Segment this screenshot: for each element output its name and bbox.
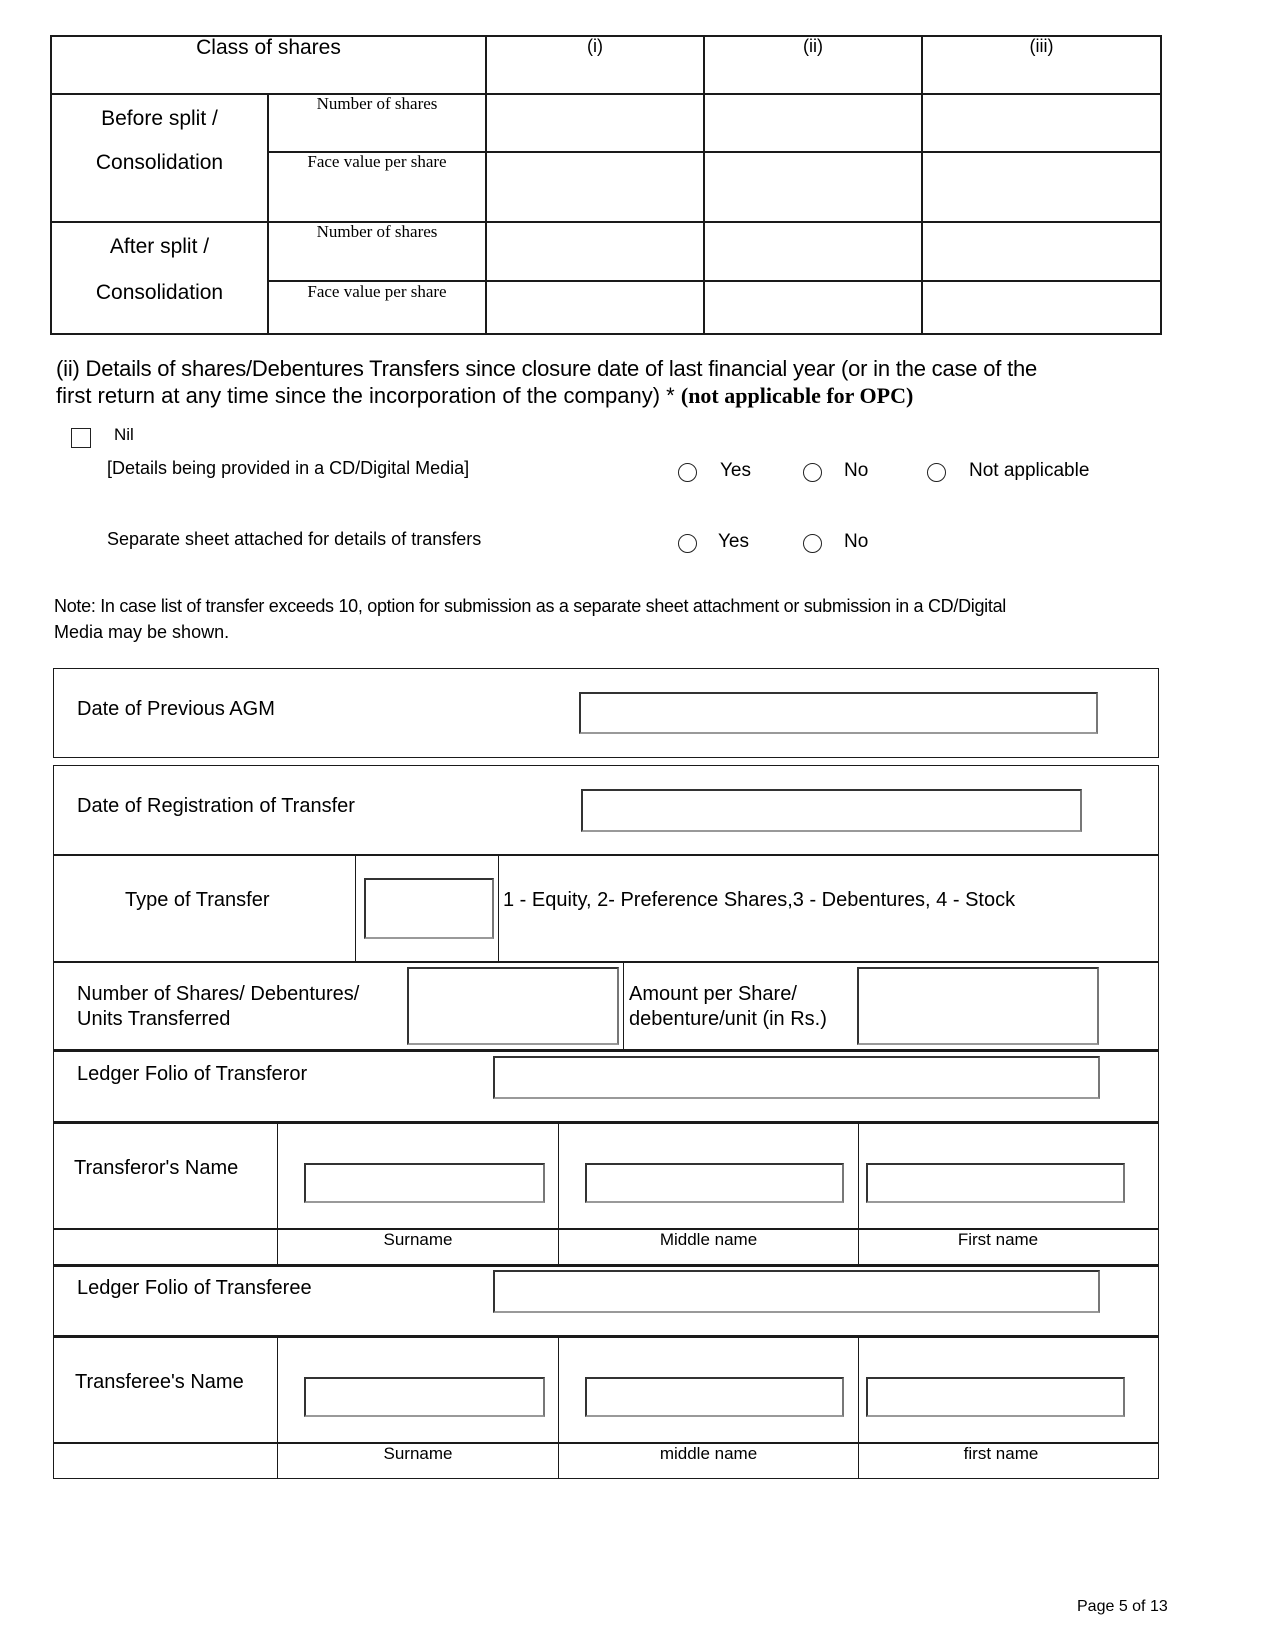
transferor-middle-name-caption: Middle name <box>659 1230 758 1249</box>
units-transferred-label-line1: Number of Shares/ Debentures/ <box>77 983 360 1005</box>
after-consolidation-label: Consolidation <box>95 281 224 304</box>
form-divider <box>53 1335 1159 1338</box>
type-of-transfer-input[interactable] <box>364 878 494 939</box>
units-transferred-input[interactable] <box>407 967 619 1045</box>
column-header-ii: (ii) <box>803 36 823 56</box>
separate-sheet-yes-radio[interactable] <box>678 534 697 553</box>
registration-date-input[interactable] <box>581 789 1082 832</box>
after-number-of-shares-i[interactable] <box>487 223 703 280</box>
transfers-heading-line2: first return at any time since the incorporation of the company) * <box>56 383 675 408</box>
registration-date-label: Date of Registration of Transfer <box>77 795 355 817</box>
after-number-of-shares-label: Number of shares <box>316 222 438 241</box>
after-face-value-label: Face value per share <box>307 282 447 301</box>
separate-sheet-no-radio[interactable] <box>803 534 822 553</box>
page-number: Page 5 of 13 <box>1077 1598 1168 1615</box>
transferee-first-name-caption: first name <box>963 1444 1039 1463</box>
transferee-first-name-input[interactable] <box>866 1377 1125 1417</box>
separate-sheet-yes-label: Yes <box>718 531 749 552</box>
form-divider <box>53 1049 1159 1052</box>
before-face-value-ii[interactable] <box>705 153 921 221</box>
transferee-surname-caption: Surname <box>383 1444 453 1463</box>
column-header-iii: (iii) <box>1029 36 1054 56</box>
transferee-surname-input[interactable] <box>304 1377 545 1417</box>
note-line1: Note: In case list of transfer exceeds 10, option for submission as a separate sheet attachment or submission in a CD/Digital <box>54 596 1006 616</box>
transfers-heading-line2-wrap <box>56 383 913 409</box>
form-divider <box>623 962 624 1051</box>
amount-per-share-input[interactable] <box>857 967 1099 1045</box>
before-face-value-i[interactable] <box>487 153 703 221</box>
form-divider <box>53 1121 1159 1124</box>
units-transferred-label-line2: Units Transferred <box>77 1008 231 1030</box>
before-consolidation-label: Consolidation <box>95 151 224 174</box>
before-number-of-shares-label: Number of shares <box>316 94 438 113</box>
separate-sheet-no-label: No <box>844 531 869 552</box>
amount-per-share-label-line1: Amount per Share/ <box>629 983 797 1005</box>
before-split-label: Before split / <box>101 107 218 130</box>
table-border-right <box>1160 35 1162 335</box>
not-applicable-opc-note: (not applicable for OPC) <box>680 383 914 408</box>
cd-yes-label: Yes <box>720 460 751 481</box>
transferee-middle-name-caption: middle name <box>659 1444 758 1463</box>
after-face-value-i[interactable] <box>487 282 703 333</box>
transfers-heading-line1: (ii) Details of shares/Debentures Transfers since closure date of last financial year (or in the case of the <box>56 356 1038 381</box>
transferee-name-label: Transferee's Name <box>75 1371 244 1393</box>
transferor-middle-name-input[interactable] <box>585 1163 844 1203</box>
before-number-of-shares-iii[interactable] <box>923 95 1160 151</box>
form-divider <box>53 1264 1159 1267</box>
after-split-label: After split / <box>109 235 210 258</box>
form-divider <box>498 855 499 962</box>
after-number-of-shares-ii[interactable] <box>705 223 921 280</box>
transferor-surname-caption: Surname <box>383 1230 453 1249</box>
class-of-shares-header: Class of shares <box>196 36 341 59</box>
type-of-transfer-label: Type of Transfer <box>125 889 270 911</box>
table-border-bottom <box>50 333 1162 335</box>
cd-no-radio[interactable] <box>803 463 822 482</box>
after-number-of-shares-iii[interactable] <box>923 223 1160 280</box>
transferor-first-name-input[interactable] <box>866 1163 1125 1203</box>
cd-not-applicable-label: Not applicable <box>969 460 1090 481</box>
before-number-of-shares-i[interactable] <box>487 95 703 151</box>
transferor-first-name-caption: First name <box>957 1230 1039 1249</box>
after-face-value-ii[interactable] <box>705 282 921 333</box>
agm-label: Date of Previous AGM <box>77 698 275 720</box>
form-divider <box>355 855 356 962</box>
nil-label: Nil <box>114 425 134 444</box>
transferor-folio-label: Ledger Folio of Transferor <box>77 1063 308 1085</box>
type-of-transfer-legend: 1 - Equity, 2- Preference Shares,3 - Debentures, 4 - Stock <box>503 889 1016 911</box>
form-divider <box>53 854 1159 856</box>
cd-digital-media-question: [Details being provided in a CD/Digital Media] <box>107 458 470 478</box>
transferor-folio-input[interactable] <box>493 1056 1100 1099</box>
form-divider <box>53 961 1159 963</box>
transferor-name-label: Transferor's Name <box>74 1157 239 1179</box>
amount-per-share-label-line2: debenture/unit (in Rs.) <box>629 1008 827 1030</box>
agm-date-input[interactable] <box>579 692 1098 734</box>
transferee-folio-label: Ledger Folio of Transferee <box>77 1277 312 1299</box>
cd-not-applicable-radio[interactable] <box>927 463 946 482</box>
transferee-folio-input[interactable] <box>493 1270 1100 1313</box>
cd-no-label: No <box>844 460 869 481</box>
before-face-value-iii[interactable] <box>923 153 1160 221</box>
before-face-value-label: Face value per share <box>307 152 447 171</box>
note-line2: Media may be shown. <box>54 622 230 642</box>
after-face-value-iii[interactable] <box>923 282 1160 333</box>
transferee-middle-name-input[interactable] <box>585 1377 844 1417</box>
separate-sheet-question: Separate sheet attached for details of transfers <box>107 529 482 549</box>
transferor-surname-input[interactable] <box>304 1163 545 1203</box>
column-header-i: (i) <box>587 36 603 56</box>
cd-yes-radio[interactable] <box>678 463 697 482</box>
nil-checkbox[interactable] <box>71 428 91 448</box>
before-number-of-shares-ii[interactable] <box>705 95 921 151</box>
